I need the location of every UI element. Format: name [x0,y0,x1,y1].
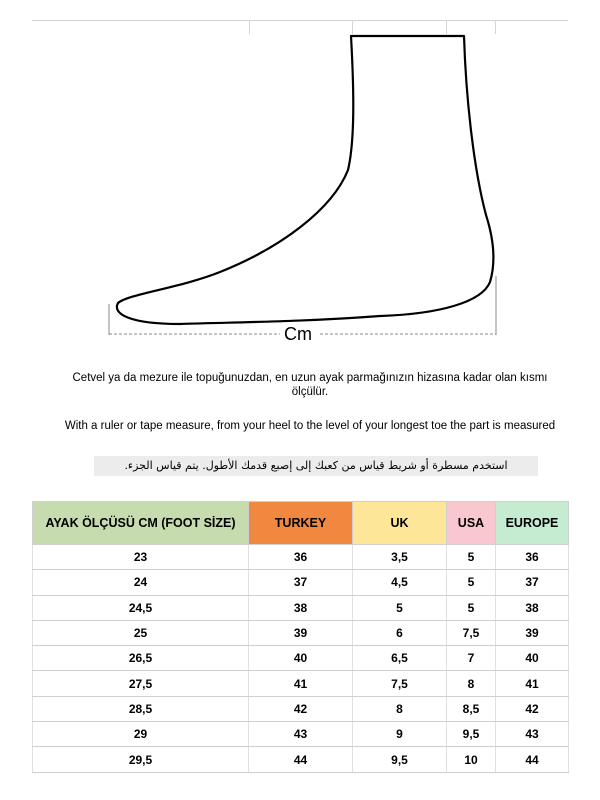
foot-outline [117,36,494,324]
table-row [33,722,569,747]
header-usa: USA [447,502,496,545]
cell-foot-cm: 28,5 [33,696,249,721]
cell-uk: 3,5 [353,545,447,570]
cell-uk: 6,5 [353,646,447,671]
cell-foot-cm: 24,5 [33,595,249,620]
table-row [33,671,569,696]
cell-turkey: 37 [249,570,353,595]
cell-foot-cm: 23 [33,545,249,570]
header-turkey: TURKEY [249,502,353,545]
cell-turkey: 36 [249,545,353,570]
cell-uk: 9,5 [353,747,447,772]
header-foot-size: AYAK ÖLÇÜSÜ CM (FOOT SİZE) [33,502,249,545]
cell-foot-cm: 29 [33,722,249,747]
cell-usa: 5 [447,545,496,570]
table-header-row [33,502,569,545]
cell-europe: 43 [496,722,569,747]
table-row [33,570,569,595]
cell-europe: 40 [496,646,569,671]
cell-uk: 6 [353,620,447,645]
table-row [33,595,569,620]
instruction-english: With a ruler or tape measure, from your heel to the level of your longest toe the part is measured [64,420,556,432]
cell-turkey: 40 [249,646,353,671]
instruction-arabic: استخدم مسطرة أو شريط قياس من كعبك إلى إصبع قدمك الأطول. يتم قياس الجزء. [94,456,538,476]
table-row [33,696,569,721]
instruction-turkish: Cetvel ya da mezure ile topuğunuzdan, en uzun ayak parmağınızın hizasına kadar olan kısmı ölçülür. [72,372,548,398]
cell-usa: 9,5 [447,722,496,747]
size-chart-table [32,501,569,773]
cell-usa: 5 [447,595,496,620]
cell-europe: 37 [496,570,569,595]
cell-europe: 44 [496,747,569,772]
cell-foot-cm: 25 [33,620,249,645]
header-uk: UK [353,502,447,545]
measure-label: Cm [284,324,312,344]
cell-turkey: 41 [249,671,353,696]
cell-usa: 7,5 [447,620,496,645]
cell-uk: 5 [353,595,447,620]
table-row [33,646,569,671]
cell-turkey: 43 [249,722,353,747]
cell-foot-cm: 24 [33,570,249,595]
cell-turkey: 42 [249,696,353,721]
table-row [33,747,569,772]
cell-turkey: 44 [249,747,353,772]
table-row [33,620,569,645]
cell-foot-cm: 26,5 [33,646,249,671]
cell-turkey: 39 [249,620,353,645]
cell-foot-cm: 27,5 [33,671,249,696]
cell-usa: 5 [447,570,496,595]
header-europe: EUROPE [496,502,569,545]
cell-uk: 7,5 [353,671,447,696]
cell-europe: 39 [496,620,569,645]
cell-europe: 42 [496,696,569,721]
table-row [33,545,569,570]
cell-europe: 36 [496,545,569,570]
cell-usa: 8 [447,671,496,696]
cell-europe: 41 [496,671,569,696]
foot-outline-diagram [0,0,600,350]
cell-uk: 9 [353,722,447,747]
cell-uk: 4,5 [353,570,447,595]
cell-europe: 38 [496,595,569,620]
cell-uk: 8 [353,696,447,721]
cell-foot-cm: 29,5 [33,747,249,772]
cell-usa: 10 [447,747,496,772]
cell-usa: 7 [447,646,496,671]
cell-usa: 8,5 [447,696,496,721]
cell-turkey: 38 [249,595,353,620]
